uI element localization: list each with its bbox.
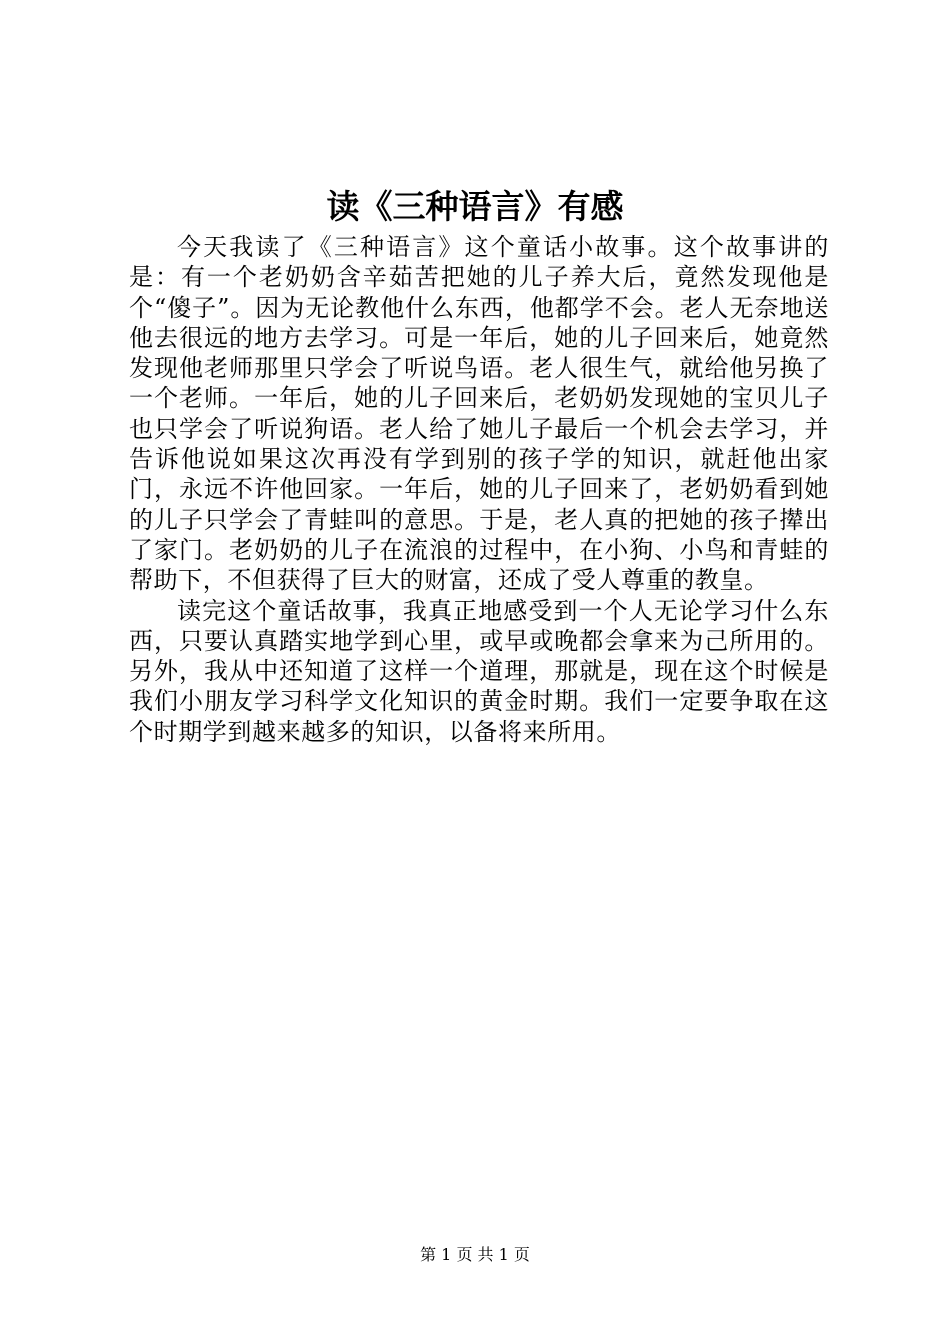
page-footer: 第 1 页 共 1 页 — [420, 1245, 530, 1264]
document-body — [129, 232, 829, 747]
paragraph-story-summary: 今天我读了《三种语言》这个童话小故事。这个故事讲的是：有一个老奶奶含辛茹苦把她的儿子养大后，竟然发现他是个“傻子”。因为无论教他什么东西，他都学不会。老人无奈地送他去很远的地方去学习。可是一年后，她的儿子回来后，她竟然发现他老师那里只学会了听说鸟语。老人很生气，就给他另换了一个老师。一年后，她的儿子回来后，老奶奶发现她的宝贝儿子也只学会了听说狗语。老人给了她儿子最后一个机会去学习，并告诉他说如果这次再没有学到别的孩子学的知识，就赶他出家门，永远不许他回家。一年后，她的儿子回来了，老奶奶看到她的儿子只学会了青蛙叫的意思。于是，老人真的把她的孩子撵出了家门。老奶奶的儿子在流浪的过程中，在小狗、小鸟和青蛙的帮助下，不但获得了巨大的财富，还成了受人尊重的教皇。 — [129, 233, 829, 595]
document-title: 读《三种语言》有感 — [326, 187, 624, 226]
paragraph-reflection: 读完这个童话故事，我真正地感受到一个人无论学习什么东西，只要认真踏实地学到心里，或早或晚都会拿来为己所用的。另外，我从中还知道了这样一个道理，那就是，现在这个时候是我们小朋友学习科学文化知识的黄金时期。我们一定要争取在这个时期学到越来越多的知识，以备将来所用。 — [129, 596, 829, 746]
